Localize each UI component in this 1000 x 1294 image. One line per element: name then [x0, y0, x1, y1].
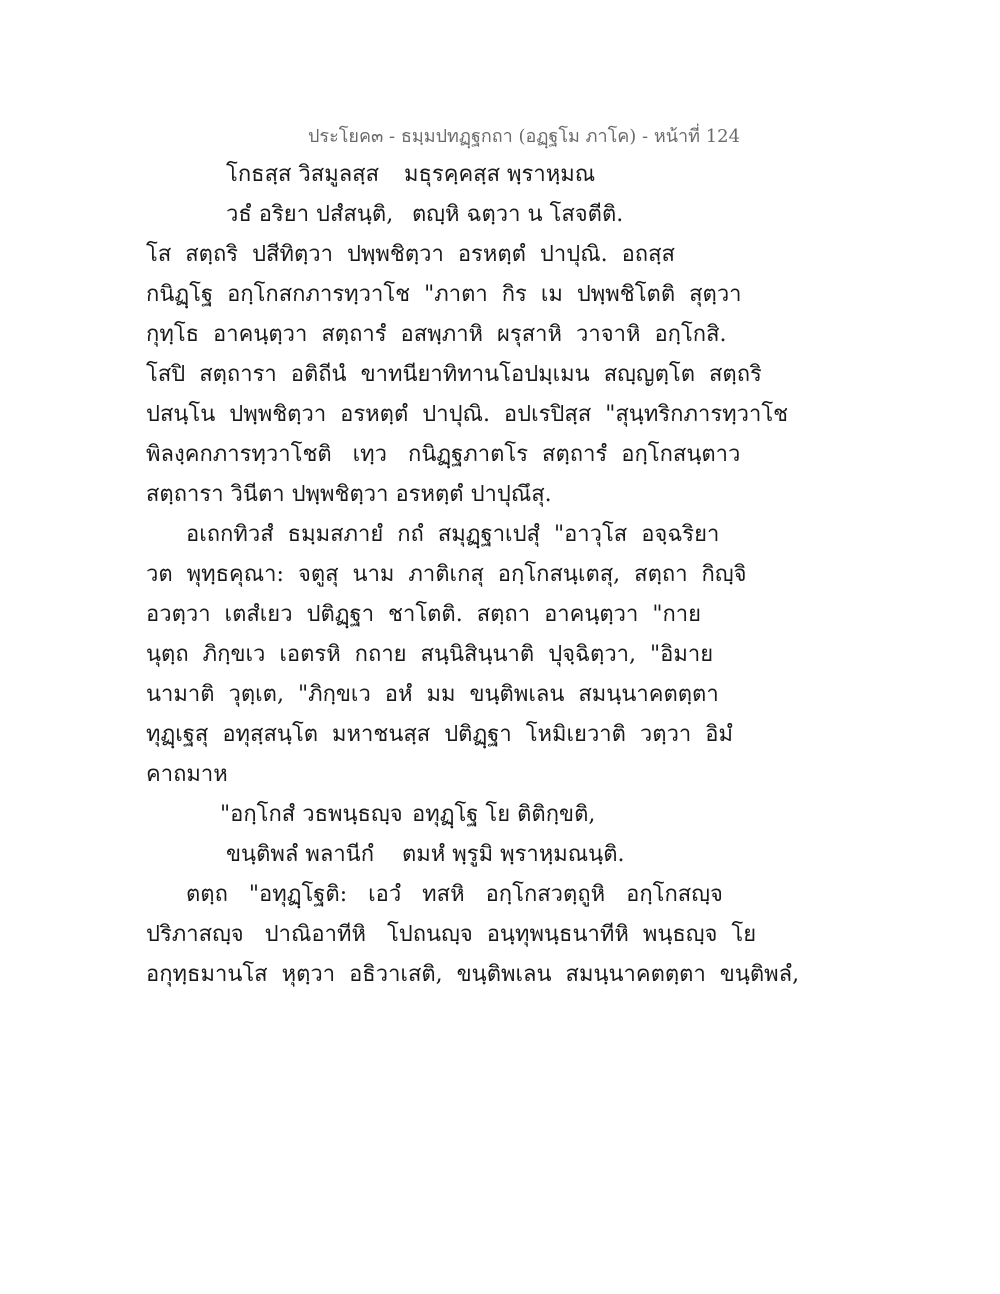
- verse-line: อทุฏฺโฐ โย ติติกฺขติ,: [412, 802, 596, 827]
- text-line: ตตฺถ "อทุฏฺโฐติ: เอวํ ทสหิ อกฺโกสวตฺถูหิ อกฺโกสญฺจ: [186, 882, 723, 907]
- verse-line: ตมหํ พฺรูมิ พฺราหฺมณนฺติ.: [402, 842, 625, 867]
- verse-line: วธํ อริยา ปสํสนฺติ,: [226, 202, 394, 227]
- text-line: สตฺถารา วินีตา ปพฺพชิตฺวา อรหตฺตํ ปาปุณึสุ.: [146, 482, 552, 507]
- text-line: อกุทฺธมานโส หุตฺวา อธิวาเสติ, ขนฺติพเลน สมนฺนาคตตฺตา ขนฺติพลํ,: [146, 962, 800, 987]
- text-line: อวตฺวา เตสํเยว ปติฏฺฐา ชาโตติ. สตฺถา อาคนฺตฺวา "กาย: [146, 602, 702, 627]
- verse-line: มธุรคฺคสฺส พฺราหฺมณ: [404, 162, 596, 187]
- text-line: นุตฺถ ภิกฺขเว เอตรหิ กถาย สนฺนิสินฺนาติ ปุจฺฉิตฺวา, "อิมาย: [146, 642, 714, 667]
- verse-line: "อกฺโกสํ วธพนฺธญฺจ: [220, 802, 403, 827]
- verse-line: โกธสฺส วิสมูลสฺส: [226, 162, 380, 187]
- text-line: กุทฺโธ อาคนฺตฺวา สตฺถารํ อสพฺภาหิ ผรุสาหิ วาจาหิ อกฺโกสิ.: [146, 322, 727, 347]
- verse-line: ขนฺติพลํ พลานีกํ: [226, 842, 375, 867]
- verse-line: ตญฺหิ ฉตฺวา น โสจตีติ.: [412, 202, 624, 227]
- text-line: พิลงฺคกภารทฺวาโชติ เทฺว กนิฏฺฐภาตโร สตฺถารํ อกฺโกสนฺตาว: [146, 442, 741, 467]
- page-header: ประโยค๓ - ธมฺมปทฏฺฐกถา (อฏฺฐโม ภาโค) - หน้าที่ 124: [308, 126, 741, 147]
- text-line: โส สตฺถริ ปสีทิตฺวา ปพฺพชิตฺวา อรหตฺตํ ปาปุณิ. อถสฺส: [146, 242, 675, 267]
- text-line: วต พุทฺธคุณา: จตูสุ นาม ภาติเกสุ อกฺโกสนฺเตสุ, สตฺถา กิญฺจิ: [146, 562, 747, 587]
- text-line: โสปิ สตฺถารา อติถีนํ ขาทนียาทิทานโอปมฺเมน สญฺญตฺโต สตฺถริ: [146, 362, 762, 387]
- text-line: นามาติ วุตฺเต, "ภิกฺขเว อหํ มม ขนฺติพเลน สมนฺนาคตตฺตา: [146, 682, 719, 707]
- text-line: กนิฏฺโฐ อกฺโกสกภารทฺวาโช "ภาตา กิร เม ปพฺพชิโตติ สุตฺวา: [146, 282, 742, 307]
- text-line: คาถมาห: [146, 762, 228, 787]
- text-line: ทุฏฺเฐสุ อทุสฺสนฺโต มหาชนสฺส ปติฏฺฐา โหมิเยวาติ วตฺวา อิมํ: [146, 722, 733, 747]
- text-line: อเถกทิวสํ ธมฺมสภายํ กถํ สมุฏฺฐาเปสุํ "อาวุโส อจฺฉริยา: [186, 522, 720, 547]
- text-line: ปสนฺโน ปพฺพชิตฺวา อรหตฺตํ ปาปุณิ. อปเรปิสฺส "สุนฺทริกภารทฺวาโช: [146, 402, 789, 427]
- text-line: ปริภาสญฺจ ปาณิอาทีหิ โปถนญฺจ อนฺทุพนฺธนาทีหิ พนฺธญฺจ โย: [146, 922, 757, 947]
